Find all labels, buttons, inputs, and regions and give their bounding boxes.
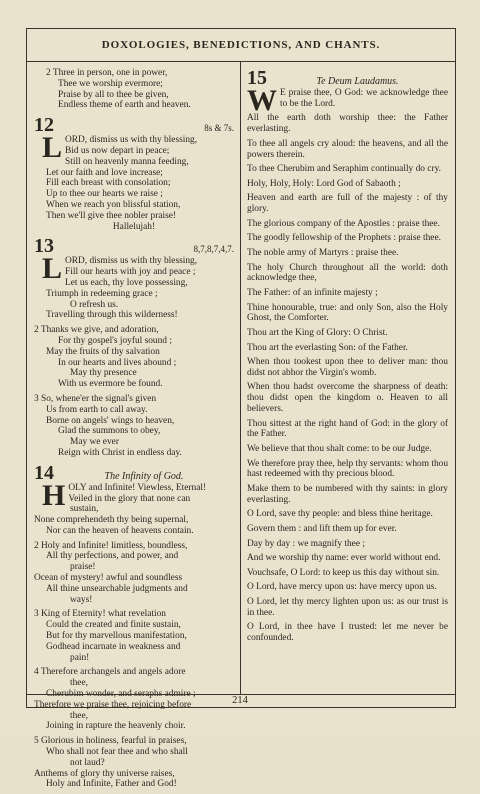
verse-line: 3 King of Eternity! what revelation: [34, 609, 166, 620]
verse-line: Glad the summons to obey,: [58, 426, 161, 437]
verse-line: Reign with Christ in endless day.: [58, 447, 182, 458]
chant-verse: O Lord, have mercy upon us: have mercy upon us.: [247, 582, 437, 593]
verse-line: Joining in rapture the heavenly choir.: [46, 721, 186, 732]
chant-verse: We therefore pray thee, help thy servants: whom thou hast redeemed with thy precious blood.: [247, 458, 449, 480]
verse-line: Godhead incarnate in weakness and: [46, 641, 181, 652]
hymn-meter: 8s & 7s.: [204, 123, 234, 134]
hymn-meter: 8,7,8,7,4,7.: [193, 244, 234, 255]
chant-verse: We believe that thou shalt come: to be our Judge.: [247, 444, 432, 455]
drop-cap: L: [42, 131, 63, 165]
chant-verse: O Lord, save thy people: and bless thine heritage.: [247, 509, 433, 520]
chant-verse: To thee all angels cry aloud: the heavens, and all the powers therein.: [247, 138, 448, 160]
verse-line: Still on heavenly manna feeding,: [65, 156, 189, 167]
chant-verse: Day by day : we magnify thee ;: [247, 538, 365, 549]
hymn-12-heading: [34, 115, 234, 135]
verse-line: May the fruits of thy salvation: [46, 346, 160, 357]
verse-line: Ocean of mystery! awful and soundless: [34, 573, 183, 584]
hymn-title: Te Deum Laudamus.: [316, 76, 399, 87]
verse-line: Hallelujah!: [112, 221, 156, 232]
verse-line: pain!: [70, 652, 90, 663]
verse-line: Veiled in the glory that none can: [68, 493, 191, 504]
hymn-13-verse-1: [34, 252, 234, 321]
verse-line: Let our faith and love increase;: [46, 167, 163, 178]
verse-line: Fill our hearts with joy and peace ;: [65, 267, 196, 278]
verse-line: ORD, dismiss us with thy blessing,: [65, 256, 198, 267]
verse-line: Borne on angels' wings to heaven,: [46, 415, 175, 426]
verse-line: 2 Thanks we give, and adoration,: [34, 325, 159, 336]
verse-line: But for thy marvellous manifestation,: [46, 631, 187, 642]
hymn-13-heading: [34, 236, 234, 256]
verse-line: Thee we worship evermore;: [58, 78, 163, 89]
hymn-number: 14: [34, 461, 54, 484]
verse-line: O refresh us.: [70, 299, 119, 310]
chant-verse: The noble army of Martyrs : praise thee.: [247, 247, 399, 258]
verse-line: All thy perfections, and power, and: [46, 551, 179, 562]
verse-line: praise!: [70, 562, 96, 573]
chant-verse: And we worship thy name: ever world without end.: [247, 553, 441, 564]
verse-line: thee,: [70, 678, 88, 689]
verse-line: Fill each breast with consolation;: [46, 178, 171, 189]
verse-line: None comprehendeth thy being supernal,: [34, 515, 189, 526]
drop-cap: H: [42, 478, 66, 512]
chant-verse: When thou hadst overcome the sharpness of death: thou didst open the kingdom o. Heaven to all believers.: [247, 382, 448, 415]
hymn-14-verse-2: [34, 541, 234, 606]
hymn-15-heading: [247, 68, 448, 88]
hymn-title: The Infinity of God.: [104, 470, 184, 482]
verse-line: Then we'll give thee nobler praise!: [46, 210, 177, 221]
chant-text: E praise thee, O God: we acknowledge thee to be the Lord.: [280, 88, 448, 109]
hymn-12-verse: [34, 131, 234, 232]
verse-line: May thy presence: [70, 368, 137, 379]
right-column: [247, 68, 448, 648]
hymn-13-verse-3: [34, 394, 234, 459]
verse-line: 5 Glorious in holiness, fearful in praises,: [34, 736, 187, 747]
verse-line: Bid us now depart in peace;: [65, 145, 170, 156]
chant-verse: The glorious company of the Apostles : praise thee.: [247, 218, 440, 229]
verse-line: Endless theme of earth and heaven.: [58, 100, 191, 111]
hymn-number: 13: [34, 235, 54, 258]
verse-line: ORD, dismiss us with thy blessing,: [65, 135, 198, 146]
verse-line: 2 Holy and Infinite! limitless, boundless,: [34, 540, 188, 551]
verse-line: ways!: [70, 594, 93, 605]
verse-line: Who shall not fear thee and who shall: [46, 747, 188, 758]
running-header: DOXOLOGIES, BENEDICTIONS, AND CHANTS.: [26, 28, 456, 62]
verse-line: Cherubim wonder, and seraphs admire ;: [46, 689, 196, 700]
hymn-13-verse-2: [34, 325, 234, 390]
verse-line: Could the created and finite sustain,: [46, 620, 181, 631]
drop-cap: W: [247, 84, 277, 117]
chant-verse: Vouchsafe, O Lord: to keep us this day without sin.: [247, 567, 440, 578]
verse-line: For thy gospel's joyful sound ;: [58, 335, 172, 346]
chant-verse: Thine honourable, true: and only Son, also the Holy Ghost, the Comforter.: [247, 302, 448, 324]
chant-verse: Thou art the King of Glory: O Christ.: [247, 327, 388, 338]
drop-cap: L: [42, 252, 63, 286]
chant-verse: Make them to be numbered with thy saints: in glory everlasting.: [247, 484, 448, 505]
chant-verse: O Lord, in thee have I trusted: let me never be confounded.: [247, 622, 448, 644]
verse-line: In our hearts and lives abound ;: [58, 357, 177, 368]
hymn-14-verse-3: [34, 609, 234, 663]
chant-verse: O Lord, let thy mercy lighten upon us: as our trust is in thee.: [247, 597, 448, 618]
verse-line: All thine unsearchable judgments and: [46, 583, 188, 594]
verse-line: 2 Three in person, one in power,: [46, 68, 168, 78]
chant-verse: When thou tookest upon thee to deliver man: thou didst not abhor the Virgin's womb.: [247, 357, 448, 378]
chant-verse: The Father: of an infinite majesty ;: [247, 287, 378, 298]
chant-verse: To thee Cherubim and Seraphim continually do cry.: [247, 164, 441, 175]
verse-line: Holy and Infinite, Father and God!: [46, 779, 177, 790]
verse-line: Us from earth to call away.: [46, 404, 148, 415]
chant-verse-first: [247, 84, 448, 117]
verse-line: Let us each, thy love possessing,: [65, 277, 188, 288]
hymn-number: 12: [34, 114, 54, 137]
chant-verse: Holy, Holy, Holy: Lord God of Sabaoth ;: [247, 178, 401, 189]
left-column: [34, 68, 234, 794]
verse-line: Triumph in redeeming grace ;: [46, 288, 158, 299]
verse-line: Therefore we praise thee, rejoicing before: [34, 699, 192, 710]
verse-line: When we reach yon blissful station,: [46, 199, 181, 210]
verse-line: 4 Therefore archangels and angels adore: [34, 667, 186, 678]
verse-line: sustain,: [70, 504, 99, 515]
verse-line: thee,: [70, 710, 88, 721]
verse-line: Anthems of glory thy universe raises,: [34, 768, 175, 779]
verse-line: not laud?: [70, 757, 105, 768]
verse-line: With us evermore be found.: [58, 379, 163, 390]
hymn-fragment: [34, 68, 234, 111]
verse-line: Travelling through this wilderness!: [46, 310, 178, 321]
verse-line: Up to thee our hearts we raise ;: [46, 189, 163, 200]
page-number: 214: [232, 695, 248, 706]
verse-line: May we ever: [70, 437, 119, 448]
chant-verse: The holy Church throughout all the world: doth acknowledge thee,: [247, 262, 448, 284]
hymn-14-verse-1: [34, 478, 234, 537]
chant-verse: The goodly fellowship of the Prophets : praise thee.: [247, 233, 441, 244]
chant-verse: Thou sittest at the right hand of God: in the glory of the Father.: [247, 418, 448, 440]
verse-line: OLY and Infinite! Viewless, Eternal!: [68, 482, 207, 493]
chant-verse: Govern them : and lift them up for ever.: [247, 524, 397, 535]
hymn-number: 15: [247, 67, 267, 89]
verse-line: 3 So, whene'er the signal's given: [34, 393, 157, 404]
chant-verse: Heaven and earth are full of the majesty : of thy glory.: [247, 193, 448, 215]
column-divider: [240, 62, 241, 694]
verse-line: Praise by all to thee be given,: [58, 89, 169, 100]
verse-line: Nor can the heaven of heavens contain.: [46, 525, 194, 536]
chant-verse: All the earth doth worship thee: the Father everlasting.: [247, 113, 448, 135]
hymn-14-verse-5: [34, 736, 234, 790]
chant-verse: Thou art the everlasting Son: of the Father.: [247, 342, 408, 353]
